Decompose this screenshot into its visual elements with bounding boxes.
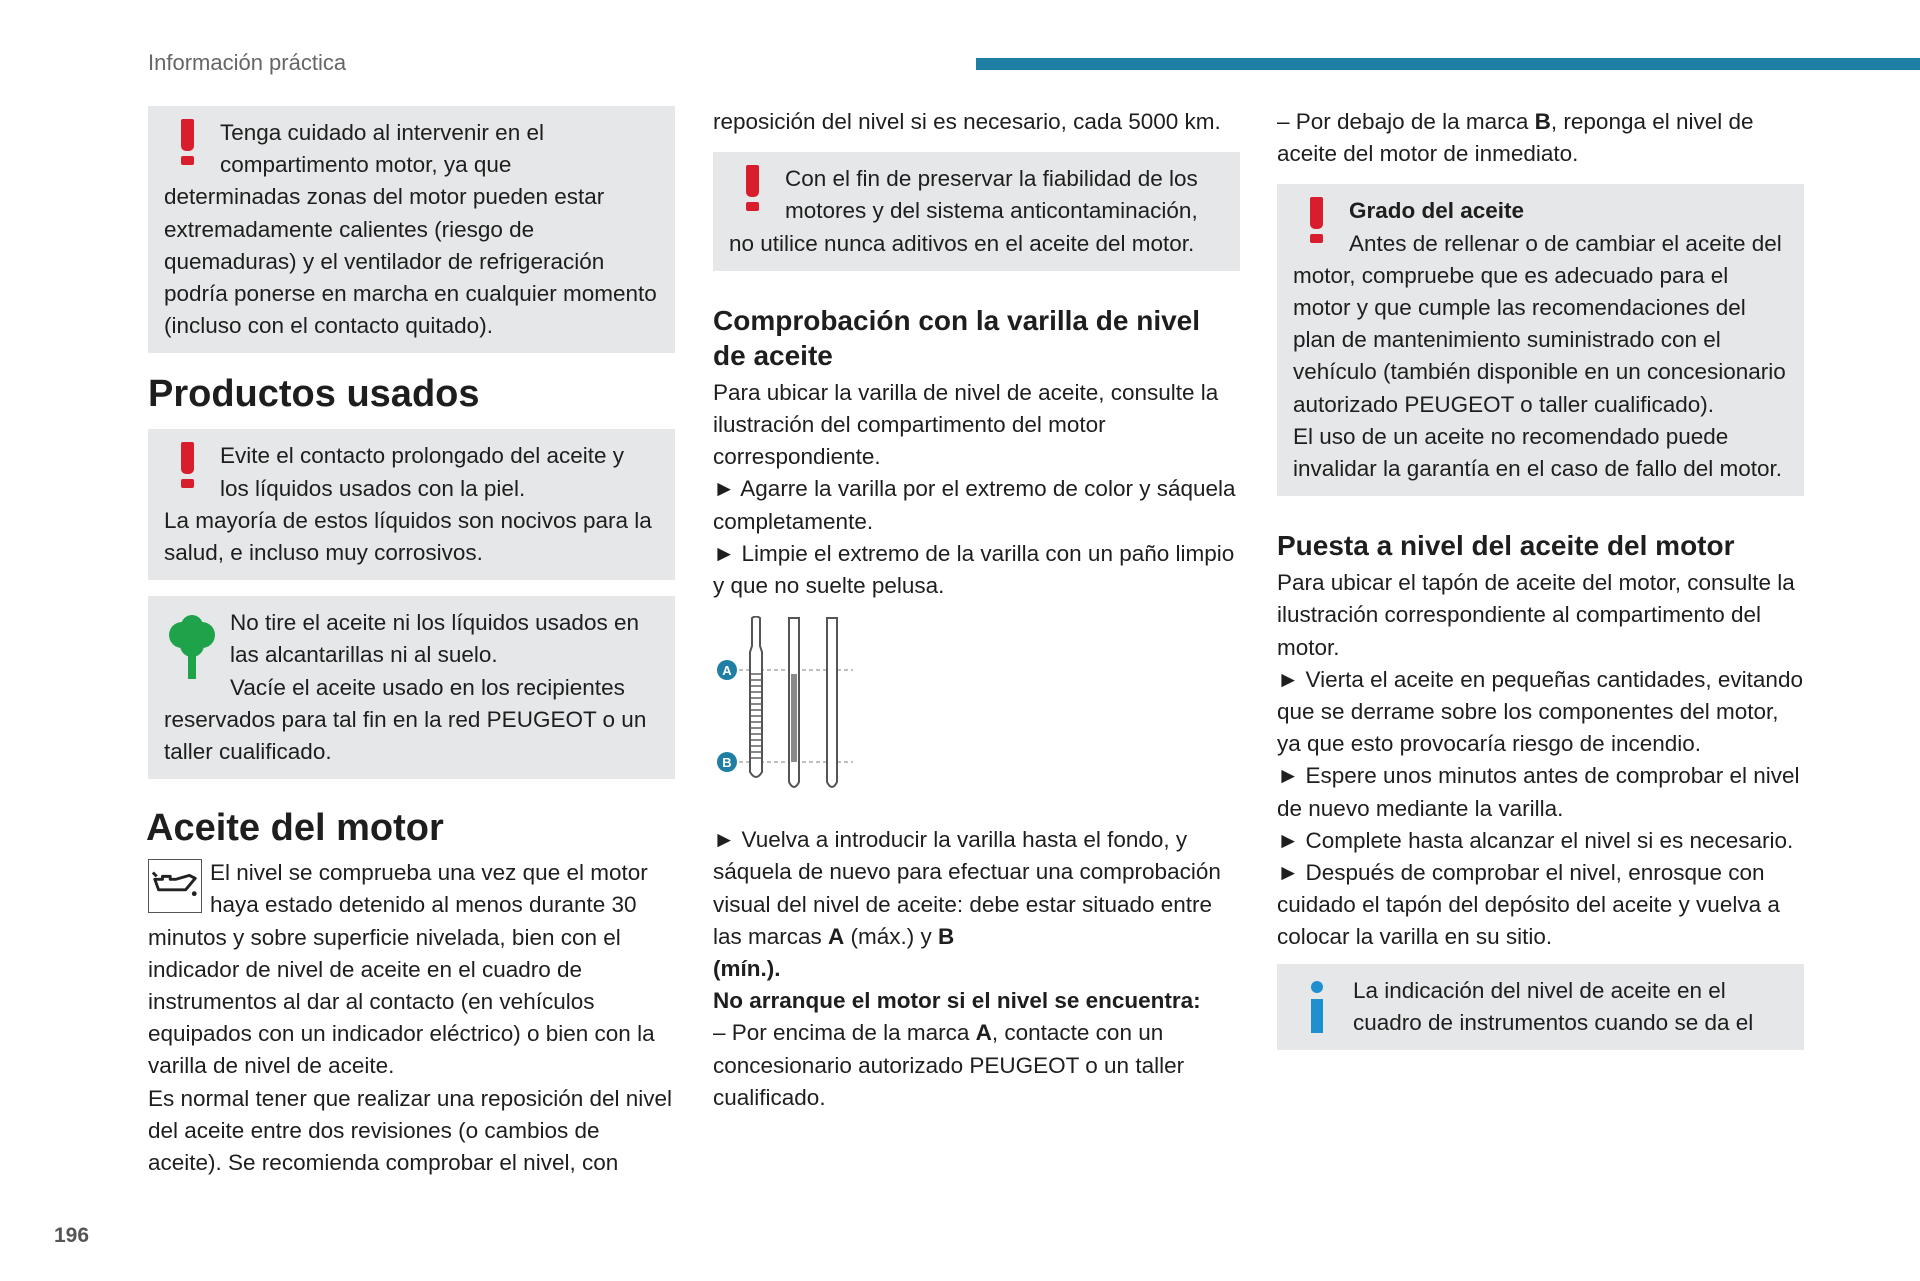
oil-refill-text: Es normal tener que realizar una reposición del nivel del aceite entre dos revisiones (o cambios de aceite). Se recomienda comprobar el nivel, con bbox=[148, 1085, 673, 1176]
heading-aceite-del-motor: Aceite del motor bbox=[146, 807, 444, 850]
warning-box-engine-hot bbox=[148, 106, 675, 353]
dipstick-step-1: ► Agarre la varilla por el extremo de color y sáquela completamente. bbox=[713, 476, 1236, 534]
oil-grade-text-1: Antes de rellenar o de cambiar el aceite del motor, compruebe que es adecuado para el motor y que cumple las recomendaciones del plan de mantenimiento suministrado con el vehículo (también disponible en un concesionario autorizado PEUGEOT o taller cualificado). bbox=[1293, 230, 1786, 417]
column-left bbox=[148, 106, 675, 1179]
oil-grade-text-2: El uso de un aceite no recomendado puede invalidar la garantía en el caso de fallo del motor. bbox=[1293, 423, 1783, 482]
topup-intro: Para ubicar el tapón de aceite del motor, consulte la ilustración correspondiente al compartimento del motor. bbox=[1277, 570, 1795, 660]
warning-exclamation-icon bbox=[164, 119, 214, 171]
page-header: Información práctica bbox=[148, 50, 347, 75]
info-icon bbox=[1293, 981, 1343, 1041]
warning-exclamation-icon bbox=[1293, 197, 1343, 249]
info-text: La indicación del nivel de aceite en el cuadro de instrumentos cuando se da el bbox=[1353, 977, 1754, 1035]
warning-box-skin-contact bbox=[148, 429, 675, 580]
heading-dipstick-check: Comprobación con la varilla de nivel de aceite bbox=[713, 304, 1201, 371]
no-start-warning: No arranque el motor si el nivel se encuentra: bbox=[713, 988, 1201, 1014]
topup-step-4: ► Después de comprobar el nivel, enrosque con cuidado el tapón del depósito del aceite y vuelva a colocar la varilla en su sitio. bbox=[1277, 860, 1780, 950]
warning-box-additives bbox=[713, 152, 1240, 271]
warning-text-first: Tenga cuidado al intervenir en el compartimento motor, ya que bbox=[220, 120, 544, 178]
dipstick-step-3: ► Vuelva a introducir la varilla hasta el fondo, y sáquela de nuevo para efectuar una comprobación visual del nivel de aceite: debe estar situado entre las marcas A (máx.) y B (mín.). bbox=[713, 827, 1221, 982]
topup-step-3: ► Complete hasta alcanzar el nivel si es necesario. bbox=[1277, 827, 1794, 853]
marker-b-label: B bbox=[722, 755, 732, 771]
warning-exclamation-icon bbox=[164, 442, 214, 494]
oil-can-icon bbox=[148, 859, 202, 913]
heading-oil-topup: Puesta a nivel del aceite del motor bbox=[1277, 530, 1735, 562]
warning-text-rest: determinadas zonas del motor pueden estar extremadamente calientes (riesgo de quemaduras) y el ventilador de refrigeración podría ponerse en marcha en cualquier momento (incluso con el contacto quitado). bbox=[164, 184, 657, 339]
warning-text-first: Evite el contacto prolongado del aceite y los líquidos usados con la piel. bbox=[220, 443, 625, 501]
topup-step-1: ► Vierta el aceite en pequeñas cantidades, evitando que se derrame sobre los componentes del motor, ya que esto provocaría riesgo de incendio. bbox=[1277, 666, 1803, 757]
column-right bbox=[1277, 106, 1804, 1050]
environment-tree-icon bbox=[164, 615, 220, 681]
warning-exclamation-icon bbox=[729, 165, 779, 217]
warning-box-oil-grade bbox=[1277, 184, 1804, 496]
page-number: 196 bbox=[54, 1224, 90, 1247]
topup-step-2: ► Espere unos minutos antes de comprobar el nivel de nuevo mediante la varilla. bbox=[1277, 763, 1800, 821]
info-box-oil-level-indicator bbox=[1277, 964, 1804, 1050]
oil-check-text: El nivel se comprueba una vez que el motor haya estado detenido al menos durante 30 minutos y sobre superficie nivelada, bien con el indicador de nivel de aceite en el cuadro de instrumentos al dar al contacto (en vehículos equipados con un indicador eléctrico) o bien con la varilla de nivel de aceite. bbox=[148, 860, 655, 1079]
oil-grade-title: Grado del aceite bbox=[1349, 198, 1525, 224]
dipstick-illustration bbox=[713, 616, 863, 816]
warning-text-first: Con el fin de preservar la fiabilidad de los motores y del sistema anticontaminación, bbox=[785, 166, 1198, 224]
eco-box-disposal bbox=[148, 596, 675, 779]
marker-a-label: A bbox=[722, 663, 732, 679]
below-mark-text: – Por debajo de la marca B, reponga el nivel de aceite del motor de inmediato. bbox=[1277, 109, 1754, 167]
heading-productos-usados: Productos usados bbox=[148, 373, 480, 416]
dipstick-intro: Para ubicar la varilla de nivel de aceite, consulte la ilustración del compartimento del motor correspondiente. bbox=[713, 379, 1219, 470]
warning-text-rest: La mayoría de estos líquidos son nocivos para la salud, e incluso muy corrosivos. bbox=[164, 507, 652, 566]
column-middle bbox=[713, 106, 1240, 1114]
dipstick-step-2: ► Limpie el extremo de la varilla con un paño limpio y que no suelte pelusa. bbox=[713, 540, 1235, 599]
eco-text-rest: Vacíe el aceite usado en los recipientes reservados para tal fin en la red PEUGEOT o un taller cualificado. bbox=[164, 674, 647, 765]
above-mark-text: – Por encima de la marca A, contacte con un concesionario autorizado PEUGEOT o un taller cualificado. bbox=[713, 1020, 1185, 1110]
eco-text-first: No tire el aceite ni los líquidos usados en las alcantarillas ni al suelo. bbox=[230, 610, 639, 668]
header-accent-bar bbox=[976, 58, 1920, 70]
continued-text: reposición del nivel si es necesario, cada 5000 km. bbox=[713, 109, 1221, 134]
warning-text-rest: no utilice nunca aditivos en el aceite del motor. bbox=[729, 230, 1195, 256]
